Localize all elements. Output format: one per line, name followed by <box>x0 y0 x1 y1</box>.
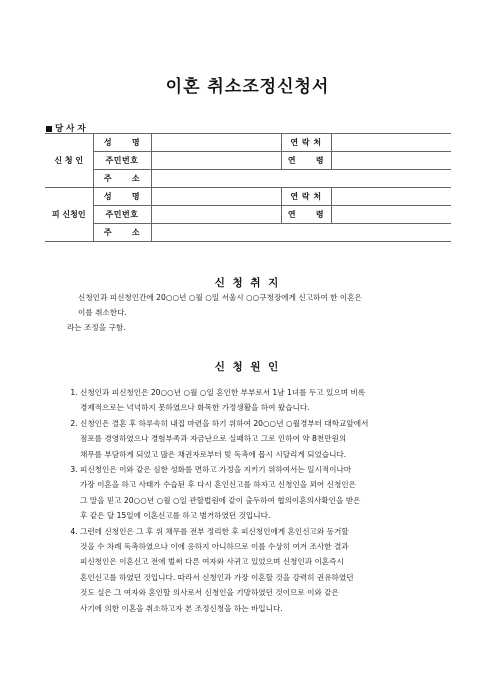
respondent-role-cell: 피 신청인 <box>45 188 93 242</box>
parties-table <box>45 133 451 242</box>
list-item <box>80 462 470 524</box>
reasons-heading: 신 청 원 인 <box>214 361 281 373</box>
square-bullet-icon <box>46 126 52 132</box>
respondent-age-field[interactable] <box>331 206 451 224</box>
purpose-heading: 신 청 취 지 <box>214 277 281 289</box>
reason-line: 신청인은 결혼 후 하루속히 내집 마련을 하기 위하여 20○○년 ○월경부터 대학교앞에서 <box>80 418 369 428</box>
applicant-age-field[interactable] <box>331 152 451 170</box>
applicant-address-label: 주 소 <box>93 170 151 188</box>
reason-line: 것을 수 차례 독촉하였으나 이에 응하지 아니하므로 이를 수상히 여겨 조사한 결과 <box>80 542 349 552</box>
reason-line: 가장 이혼을 하고 사태가 수습된 후 다시 혼인신고를 하자고 신청인을 꾀어 신청인은 <box>80 480 356 490</box>
reason-line: 후 같은 달 15일에 이혼신고를 하고 별거하였던 것입니다. <box>80 511 271 521</box>
reason-line: 피신청인은 이혼신고 전에 벌써 다른 여자와 사귀고 있었으며 신청인과 이혼즉시 <box>80 557 344 567</box>
list-item <box>80 524 470 616</box>
parties-section-label-text: 당 사 자 <box>55 124 86 134</box>
list-item <box>80 416 470 462</box>
applicant-role-cell: 신 청 인 <box>45 134 93 188</box>
applicant-name-field[interactable] <box>151 134 281 152</box>
table-row <box>45 224 451 242</box>
respondent-contact-label: 연 락 처 <box>281 188 331 206</box>
applicant-id-field[interactable] <box>151 152 281 170</box>
table-row <box>45 170 451 188</box>
reason-line: 그 말을 믿고 20○○년 ○월 ○일 관할법원에 같이 출두하여 협의이혼의사확인을 받은 <box>80 495 361 505</box>
table-row <box>45 206 451 224</box>
applicant-name-label: 성 명 <box>93 134 151 152</box>
reason-line: 점포를 경영하였으나 경험부족과 자금난으로 실패하고 그로 인하여 약 8천만원의 <box>80 434 347 444</box>
respondent-name-label: 성 명 <box>93 188 151 206</box>
reason-line: 사기에 의한 이혼을 취소하고자 본 조정신청을 하는 바입니다. <box>80 603 283 613</box>
reason-line: 그런데 신청인은 그 후 위 채무를 전부 정리한 후 피신청인에게 혼인신고와 동거할 <box>80 526 349 536</box>
respondent-contact-field[interactable] <box>331 188 451 206</box>
purpose-closing-line: 라는 조정을 구함. <box>67 323 126 332</box>
table-row <box>45 188 451 206</box>
purpose-line: 신청인과 피신청인간에 20○○년 ○월 ○일 서울시 ○○구청장에게 신고하여 한 이혼은 <box>78 293 362 302</box>
reason-line: 경제적으로는 넉넉하지 못하였으나 화목한 가정생활을 하여 왔습니다. <box>80 403 310 413</box>
reason-line: 피신청인은 이와 같은 심한 성화를 면하고 가정을 지키기 위하여서는 일시적이나마 <box>80 465 352 475</box>
respondent-id-field[interactable] <box>151 206 281 224</box>
purpose-closing <box>67 321 447 336</box>
respondent-address-label: 주 소 <box>93 224 151 242</box>
purpose-text <box>78 291 458 320</box>
applicant-age-label: 연 령 <box>281 152 331 170</box>
list-item <box>80 385 470 416</box>
respondent-address-field[interactable] <box>151 224 451 242</box>
table-row <box>45 134 451 152</box>
document-title: 이혼 취소조정신청서 <box>165 77 330 97</box>
applicant-contact-label: 연 락 처 <box>281 134 331 152</box>
applicant-id-label: 주민번호 <box>93 152 151 170</box>
reasons-list <box>60 385 470 616</box>
respondent-name-field[interactable] <box>151 188 281 206</box>
reason-line: 신청인과 피신청인은 20○○년 ○월 ○일 혼인한 부부로서 1남 1녀를 두고 있으며 비록 <box>80 388 366 397</box>
respondent-age-label: 연 령 <box>281 206 331 224</box>
applicant-contact-field[interactable] <box>331 134 451 152</box>
respondent-id-label: 주민번호 <box>93 206 151 224</box>
reason-line: 것도 실은 그 여자와 혼인할 의사로서 신청인을 기망하였던 것이므로 이와 같은 <box>80 588 339 598</box>
applicant-address-field[interactable] <box>151 170 451 188</box>
reason-line: 혼인신고를 하였던 것입니다. 따라서 신청인과 가장 이혼할 것을 강력히 권유하였던 <box>80 572 354 582</box>
reason-line: 채무를 부담하게 되었고 많은 채권자로부터 빚 독촉에 몹시 시달리게 되었습니다. <box>80 449 347 459</box>
purpose-line: 이를 취소한다. <box>78 307 127 317</box>
table-row <box>45 152 451 170</box>
